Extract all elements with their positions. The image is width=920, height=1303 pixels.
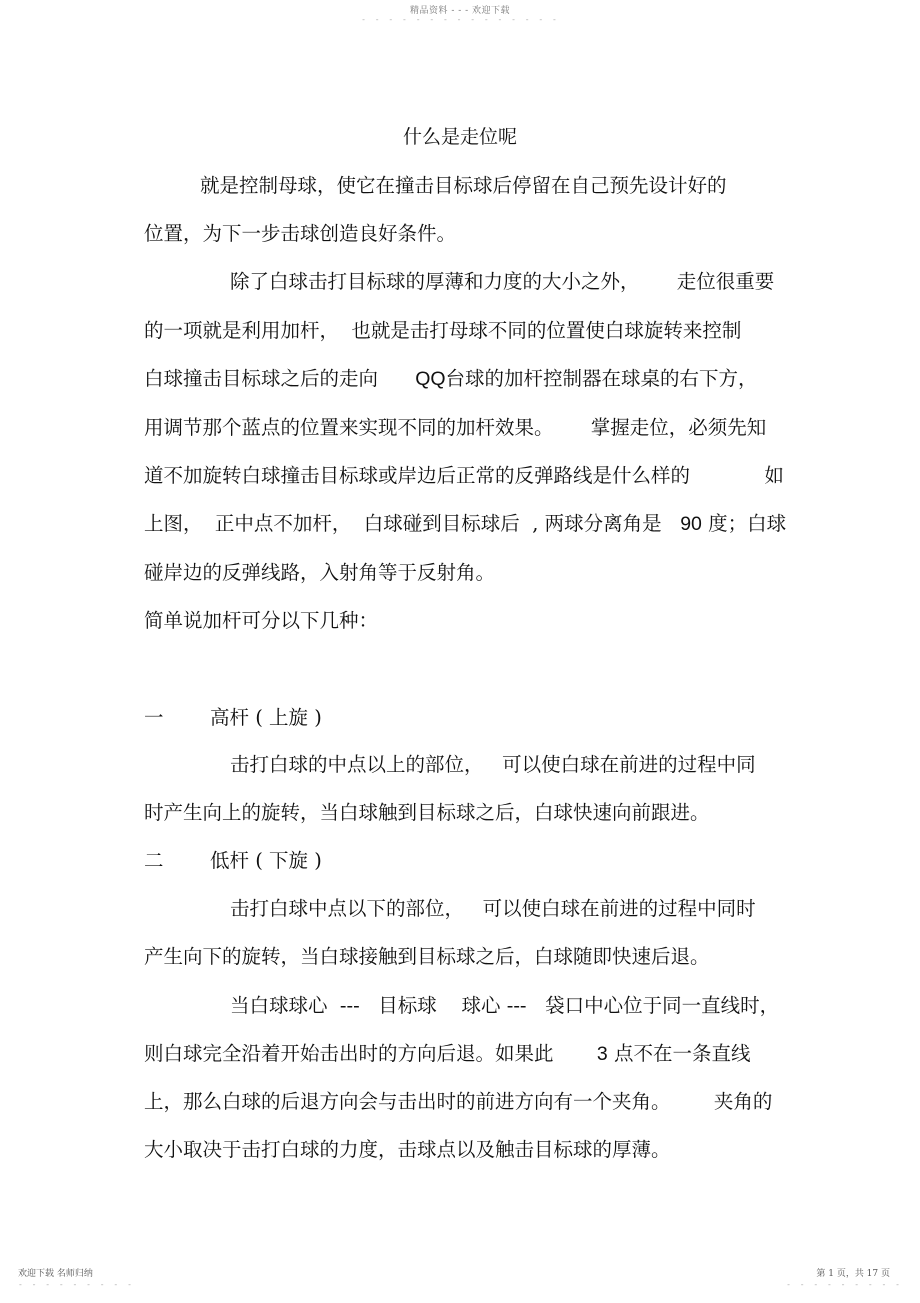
section2-heading: 低杆 ( 下旋 ): [210, 849, 322, 872]
paragraph2-line3: [144, 369, 758, 390]
header-watermark: 精品资料 - - - 欢迎下载: [409, 6, 511, 16]
section2-number: 二: [144, 849, 164, 872]
section1-line2: 时产生向上的旋转，当白球触到目标球之后，白球快速向前跟进。: [144, 801, 710, 824]
points-count: 3: [596, 1043, 608, 1065]
paragraph2-line7: 碰岸边的反弹线路，入射角等于反射角。: [144, 561, 496, 584]
summary-line: 简单说加杆可分以下几种：: [144, 609, 379, 632]
paragraph3-line4: 大小取决于击打白球的力度，击球点以及触击目标球的厚薄。: [144, 1138, 671, 1161]
paragraph3-line2-part-b: 点不在一条直线: [607, 1042, 751, 1065]
paragraph2-line6-part-a: 上图， 正中点不加杆， 白球碰到目标球后 , 两球分离角是: [144, 512, 681, 535]
paragraph3-line2-part-a: 则白球完全沿着开始击出时的方向后退。如果此: [144, 1042, 597, 1065]
paragraph2-line6-part-b: 度；白球: [701, 512, 787, 535]
angle-value: 90: [680, 513, 702, 535]
qq-text: QQ: [415, 368, 446, 390]
section1-number: 一: [144, 706, 164, 729]
section2-line2: 产生向下的旋转，当白球接触到目标球之后，白球随即快速后退。: [144, 945, 710, 968]
section2-line1: 击打白球中点以下的部位， 可以使白球在前进的过程中同时: [230, 897, 756, 920]
paragraph2-line3-part-a: 白球撞击目标球之后的走向: [144, 367, 416, 390]
page-number: 第 1 页，共 17 页: [816, 1269, 890, 1279]
header-dashes: - - - - - - - - - - - - - - -: [361, 15, 559, 24]
footer-left-text: 欢迎下载 名师归纳: [18, 1269, 93, 1279]
section1-line1: 击打白球的中点以上的部位， 可以使白球在前进的过程中同: [230, 753, 756, 776]
page-title: 什么是走位呢: [402, 126, 517, 148]
paragraph2-line2: 的一项就是利用加杆， 也就是击打母球不同的位置使白球旋转来控制: [144, 319, 742, 342]
footer-dashes-right: - - - - - - - - -: [786, 1280, 902, 1289]
paragraph3-line2: [144, 1044, 750, 1065]
paragraph2-line3-part-b: 台球的加杆控制器在球桌的右下方，: [445, 367, 758, 390]
section1-heading: 高杆 ( 上旋 ): [210, 706, 322, 729]
paragraph3-line3: 上，那么白球的后退方向会与击出时的前进方向有一个夹角。 夹角的: [144, 1090, 773, 1113]
paragraph3-line1: 当白球球心 --- 目标球 球心 --- 袋口中心位于同一直线时，: [230, 994, 780, 1017]
paragraph2-line5: 道不加旋转白球撞击目标球或岸边后正常的反弹路线是什么样的 如: [144, 464, 784, 487]
paragraph2-line4: 用调节那个蓝点的位置来实现不同的加杆效果。 掌握走位，必须先知: [144, 416, 767, 439]
paragraph1-line1: 就是控制母球，使它在撞击目标球后停留在自己预先设计好的: [200, 174, 727, 197]
footer-dashes-left: - - - - - - - - -: [18, 1280, 134, 1289]
paragraph2-line6: [144, 514, 786, 535]
paragraph2-line1: 除了白球击打目标球的厚薄和力度的大小之外， 走位很重要: [230, 270, 775, 293]
paragraph1-line2: 位置，为下一步击球创造良好条件。: [144, 222, 457, 245]
